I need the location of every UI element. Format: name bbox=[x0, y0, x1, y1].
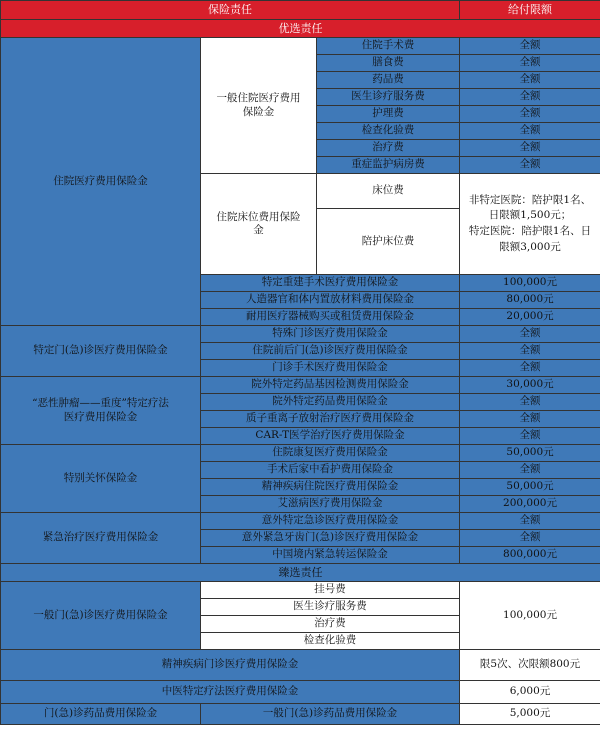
item-limit: 全额 bbox=[460, 343, 600, 360]
item-name: 治疗费 bbox=[201, 616, 460, 633]
item-name: 挂号费 bbox=[201, 582, 460, 599]
mental-outpatient-limit: 限5次、次限额800元 bbox=[460, 650, 600, 681]
item-name: 特定重建手术医疗费用保险金 bbox=[201, 275, 460, 292]
item-name: 特殊门诊医疗费用保险金 bbox=[201, 326, 460, 343]
item-name: 耐用医疗器械购买或租赁费用保险金 bbox=[201, 309, 460, 326]
item-limit: 全额 bbox=[460, 513, 600, 530]
header-coverage: 保险责任 bbox=[1, 1, 460, 20]
mental-outpatient-name: 精神疾病门诊医疗费用保险金 bbox=[1, 650, 460, 681]
bed-limit: 非特定医院：陪护限1名、日限额1,500元； 特定医院：陪护限1名、日限额3,000元 bbox=[460, 174, 600, 275]
item-name: 人造器官和体内置放材料费用保险金 bbox=[201, 292, 460, 309]
item-limit: 全额 bbox=[460, 360, 600, 377]
drug-label: 门(急)诊药品费用保险金 bbox=[1, 704, 201, 725]
item-name: 住院康复医疗费用保险金 bbox=[201, 445, 460, 462]
item-name: 住院手术费 bbox=[317, 38, 460, 55]
item-limit: 全额 bbox=[460, 140, 600, 157]
inpatient-general-label: 一般住院医疗费用保险金 bbox=[201, 38, 317, 174]
item-name: 医生诊疗服务费 bbox=[317, 89, 460, 106]
item-limit: 100,000元 bbox=[460, 275, 600, 292]
emergency-label: 紧急治疗医疗费用保险金 bbox=[1, 513, 201, 564]
tcm-name: 中医特定疗法医疗费用保险金 bbox=[1, 681, 460, 704]
item-limit: 全额 bbox=[460, 55, 600, 72]
special-care-label: 特别关怀保险金 bbox=[1, 445, 201, 513]
item-limit: 全额 bbox=[460, 123, 600, 140]
tcm-limit: 6,000元 bbox=[460, 681, 600, 704]
item-name: 检查化验费 bbox=[317, 123, 460, 140]
item-name: 门诊手术医疗费用保险金 bbox=[201, 360, 460, 377]
item-name: 中国境内紧急转运保险金 bbox=[201, 547, 460, 564]
item-limit: 800,000元 bbox=[460, 547, 600, 564]
item-limit: 全额 bbox=[460, 428, 600, 445]
item-limit: 50,000元 bbox=[460, 479, 600, 496]
item-limit: 50,000元 bbox=[460, 445, 600, 462]
item-name: CAR-T医学治疗医疗费用保险金 bbox=[201, 428, 460, 445]
drug-name: 一般门(急)诊药品费用保险金 bbox=[201, 704, 460, 725]
item-name: 院外特定药品基因检测费用保险金 bbox=[201, 377, 460, 394]
bed-label: 住院床位费用保险金 bbox=[201, 174, 317, 275]
item-limit: 全额 bbox=[460, 72, 600, 89]
item-name: 精神疾病住院医疗费用保险金 bbox=[201, 479, 460, 496]
item-name: 护理费 bbox=[317, 106, 460, 123]
general-outpatient-limit: 100,000元 bbox=[460, 582, 600, 650]
item-name: 意外紧急牙齿门(急)诊医疗费用保险金 bbox=[201, 530, 460, 547]
item-limit: 全额 bbox=[460, 530, 600, 547]
item-name: 检查化验费 bbox=[201, 633, 460, 650]
item-limit: 20,000元 bbox=[460, 309, 600, 326]
item-limit: 全额 bbox=[460, 38, 600, 55]
item-name: 膳食费 bbox=[317, 55, 460, 72]
item-limit: 全额 bbox=[460, 106, 600, 123]
item-name: 质子重离子放射治疗医疗费用保险金 bbox=[201, 411, 460, 428]
bed-item: 床位费 bbox=[317, 174, 460, 209]
item-name: 医生诊疗服务费 bbox=[201, 599, 460, 616]
item-limit: 全额 bbox=[460, 462, 600, 479]
item-limit: 全额 bbox=[460, 326, 600, 343]
header-limit: 给付限额 bbox=[460, 1, 600, 20]
item-limit: 全额 bbox=[460, 411, 600, 428]
bed-item: 陪护床位费 bbox=[317, 209, 460, 275]
item-limit: 80,000元 bbox=[460, 292, 600, 309]
item-name: 院外特定药品费用保险金 bbox=[201, 394, 460, 411]
item-limit: 全额 bbox=[460, 89, 600, 106]
cancer-label: “恶性肿瘤——重度”特定疗法医疗费用保险金 bbox=[1, 377, 201, 445]
section-selected: 臻选责任 bbox=[1, 564, 600, 582]
outpatient-special-label: 特定门(急)诊医疗费用保险金 bbox=[1, 326, 201, 377]
drug-limit: 5,000元 bbox=[460, 704, 600, 725]
inpatient-label: 住院医疗费用保险金 bbox=[1, 38, 201, 326]
item-name: 重症监护病房费 bbox=[317, 157, 460, 174]
item-name: 治疗费 bbox=[317, 140, 460, 157]
item-limit: 200,000元 bbox=[460, 496, 600, 513]
item-limit: 全额 bbox=[460, 394, 600, 411]
general-outpatient-label: 一般门(急)诊医疗费用保险金 bbox=[1, 582, 201, 650]
item-name: 手术后家中看护费用保险金 bbox=[201, 462, 460, 479]
item-name: 艾滋病医疗费用保险金 bbox=[201, 496, 460, 513]
item-name: 意外特定急诊医疗费用保险金 bbox=[201, 513, 460, 530]
item-name: 药品费 bbox=[317, 72, 460, 89]
item-name: 住院前后门(急)诊医疗费用保险金 bbox=[201, 343, 460, 360]
item-limit: 30,000元 bbox=[460, 377, 600, 394]
section-preferred: 优选责任 bbox=[1, 20, 600, 38]
item-limit: 全额 bbox=[460, 157, 600, 174]
